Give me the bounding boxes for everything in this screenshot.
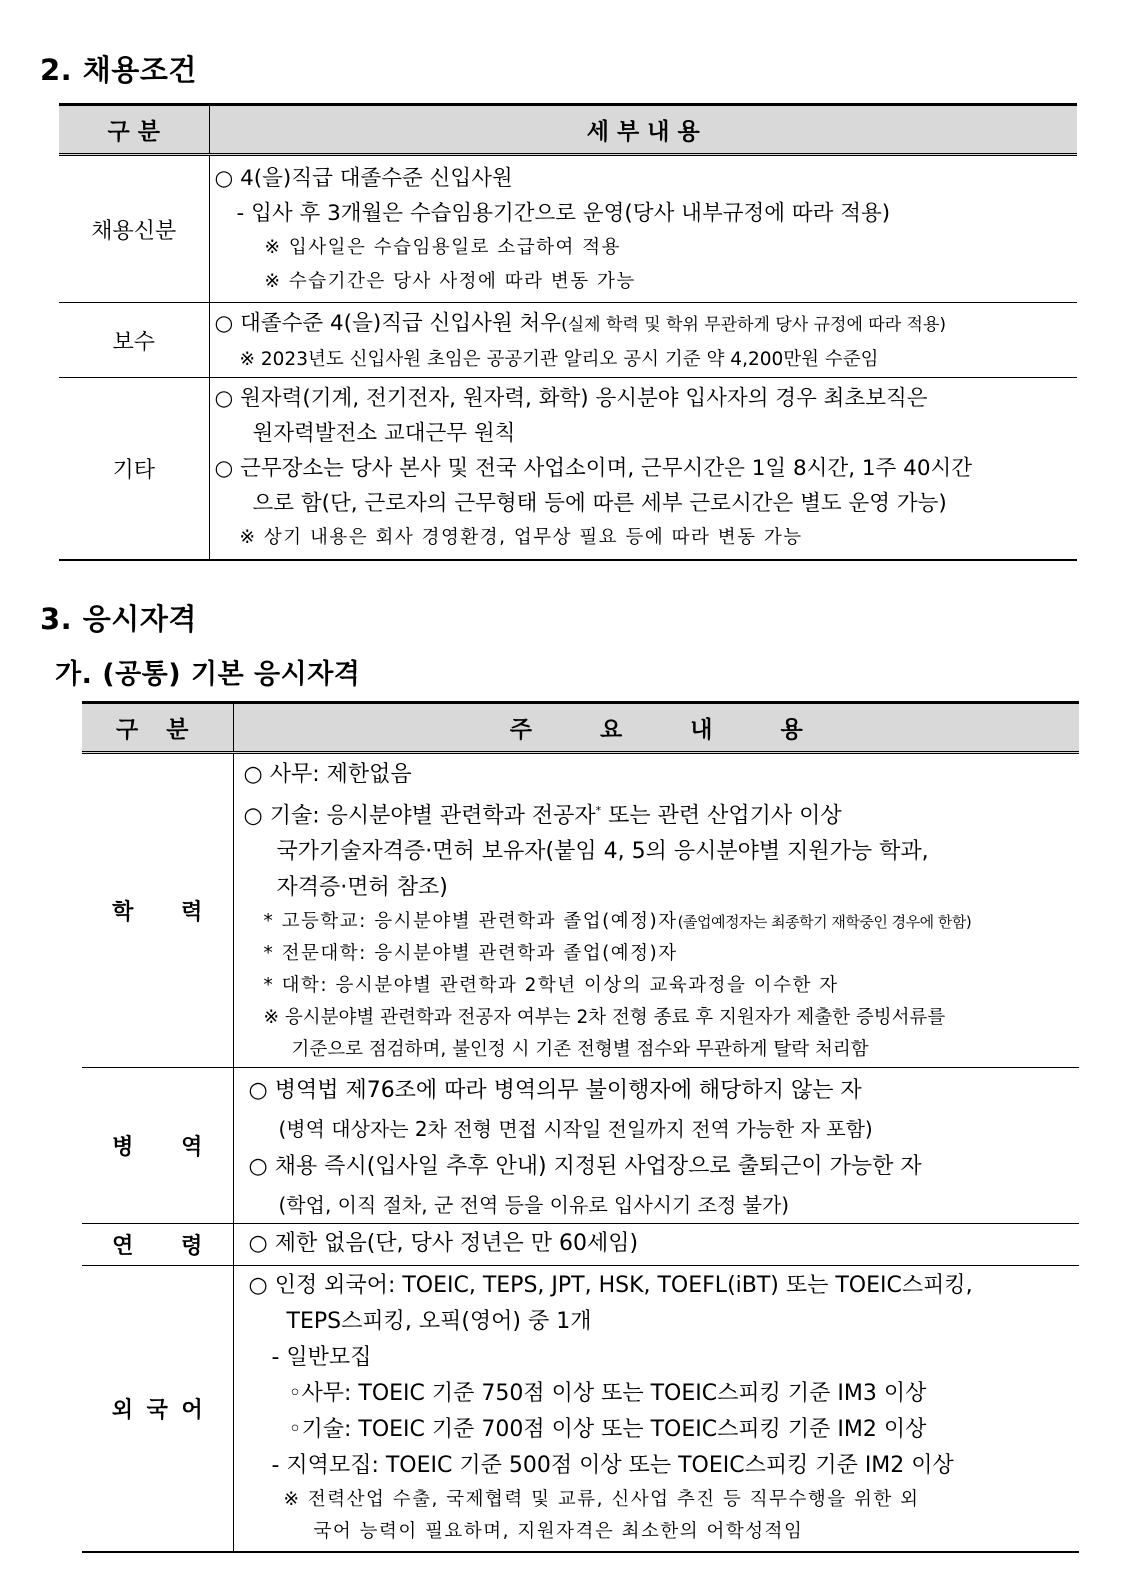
row-label-status: 채용신분 [59,155,209,303]
line: ○ 대졸수준 4(을)직급 신입사원 처우 [214,311,562,336]
line: 또는 관련 산업기사 이상 [601,803,842,829]
row-label-language: 외 국 어 [82,1266,233,1552]
note-line: (졸업예정자는 최종학기 재학중인 경우에 한함) [677,913,972,932]
note-line: ※ 응시분야별 관련학과 전공자 여부는 2차 전형 종료 후 지원자가 제출한 증빙서류를 [263,1007,946,1029]
employment-conditions-table [59,103,1077,561]
row-label-military: 병 역 [82,1068,233,1224]
line: ○ 병역법 제76조에 따라 병역의무 불이행자에 해당하지 않는 자 [248,1078,862,1103]
table-row [59,155,1077,303]
note-line: ※ 2023년도 신입사원 초임은 공공기관 알리오 공시 기준 약 4,200만원 수준임 [239,349,879,370]
line: ○ 채용 즉시(입사일 추후 안내) 지정된 사업장으로 출퇴근이 가능한 자 [248,1154,922,1179]
note-line: ※ 입사일은 수습임용일로 소급하여 적용 [264,237,621,258]
line: ○ 원자력(기계, 전기전자, 원자력, 화학) 응시분야 입사자의 경우 최초보직은 [214,386,928,411]
note-line: ※ 상기 내용은 회사 경영환경, 업무상 필요 등에 따라 변동 가능 [239,527,803,548]
line: ○ 제한 없음(단, 당사 정년은 만 60세임) [248,1231,639,1256]
line: ○ 4(을)직급 대졸수준 신입사원 [214,166,513,191]
row-label-other: 기타 [59,378,209,560]
line: 국가기술자격증·면허 보유자(붙임 4, 5의 응시분야별 지원가능 학과, [276,839,929,865]
table-row [82,1068,1079,1224]
line: - 지역모집: TOEIC 기준 500점 이상 또는 TOEIC스피킹 기준 IM2 이상 [271,1453,954,1478]
note-line: ※ 수습기간은 당사 사정에 따라 변동 가능 [264,271,636,292]
qualifications-table [82,701,1079,1553]
note-line: * 전문대학: 응시분야별 관련학과 졸업(예정)자 [263,943,678,965]
line: 자격증·면허 참조) [276,875,448,901]
line-note: (실제 학력 및 학위 무관하게 당사 규정에 따라 적용) [561,315,946,335]
line: TEPS스피킹, 오픽(영어) 중 1개 [286,1309,592,1334]
section3-subheading: 가. (공통) 기본 응시자격 [55,659,361,690]
note-line: 기준으로 점검하며, 불인정 시 기존 전형별 점수와 무관하게 탈락 처리함 [291,1039,869,1061]
footnote-mark: * [595,804,602,817]
section3-heading: 3. 응시자격 [40,602,197,636]
header-main-content: 주 요 내 용 [233,703,1079,753]
line: ○ 기술: 응시분야별 관련학과 전공자 [243,803,596,829]
row-label-salary: 보수 [59,303,209,378]
table-row [82,1224,1079,1266]
header-details: 세 부 내 용 [209,105,1077,155]
note-line: ※ 전력산업 수출, 국제협력 및 교류, 신사업 추진 등 직무수행을 위한 외 [283,1489,920,1510]
table-row [59,378,1077,560]
section2-heading: 2. 채용조건 [40,53,197,87]
line: ◦사무: TOEIC 기준 750점 이상 또는 TOEIC스피킹 기준 IM3 이상 [288,1381,927,1406]
table-row [59,303,1077,378]
row-label-education: 학 력 [82,753,233,1068]
row-label-age: 연 령 [82,1224,233,1266]
line: ◦기술: TOEIC 기준 700점 이상 또는 TOEIC스피킹 기준 IM2 이상 [288,1417,927,1442]
line: ○ 인정 외국어: TOEIC, TEPS, JPT, HSK, TOEFL(iBT) 또는 TOEIC스피킹, [248,1273,973,1298]
line: - 입사 후 3개월은 수습임용기간으로 운영(당사 내부규정에 따라 적용) [236,201,891,226]
header-category: 구 분 [82,703,233,753]
line: - 일반모집 [271,1345,372,1370]
line: (학업, 이직 절차, 군 전역 등을 이유로 입사시기 조정 불가) [278,1193,790,1217]
line: (병역 대상자는 2차 전형 면접 시작일 전일까지 전역 가능한 자 포함) [278,1117,873,1141]
line: ○ 사무: 제한없음 [243,762,412,787]
line: 원자력발전소 교대근무 원칙 [252,421,516,446]
note-line: 국어 능력이 필요하며, 지원자격은 최소한의 어학성적임 [313,1521,804,1542]
line: ○ 근무장소는 당사 본사 및 전국 사업소이며, 근무시간은 1일 8시간, 1주 40시간 [214,456,973,481]
note-line: * 고등학교: 응시분야별 관련학과 졸업(예정)자 [263,911,678,933]
line: 으로 함(단, 근로자의 근무형태 등에 따른 세부 근로시간은 별도 운영 가능) [252,491,947,516]
table-row [82,1266,1079,1552]
table-row [82,753,1079,1068]
header-category: 구 분 [59,105,209,155]
note-line: * 대학: 응시분야별 관련학과 2학년 이상의 교육과정을 이수한 자 [263,975,839,997]
